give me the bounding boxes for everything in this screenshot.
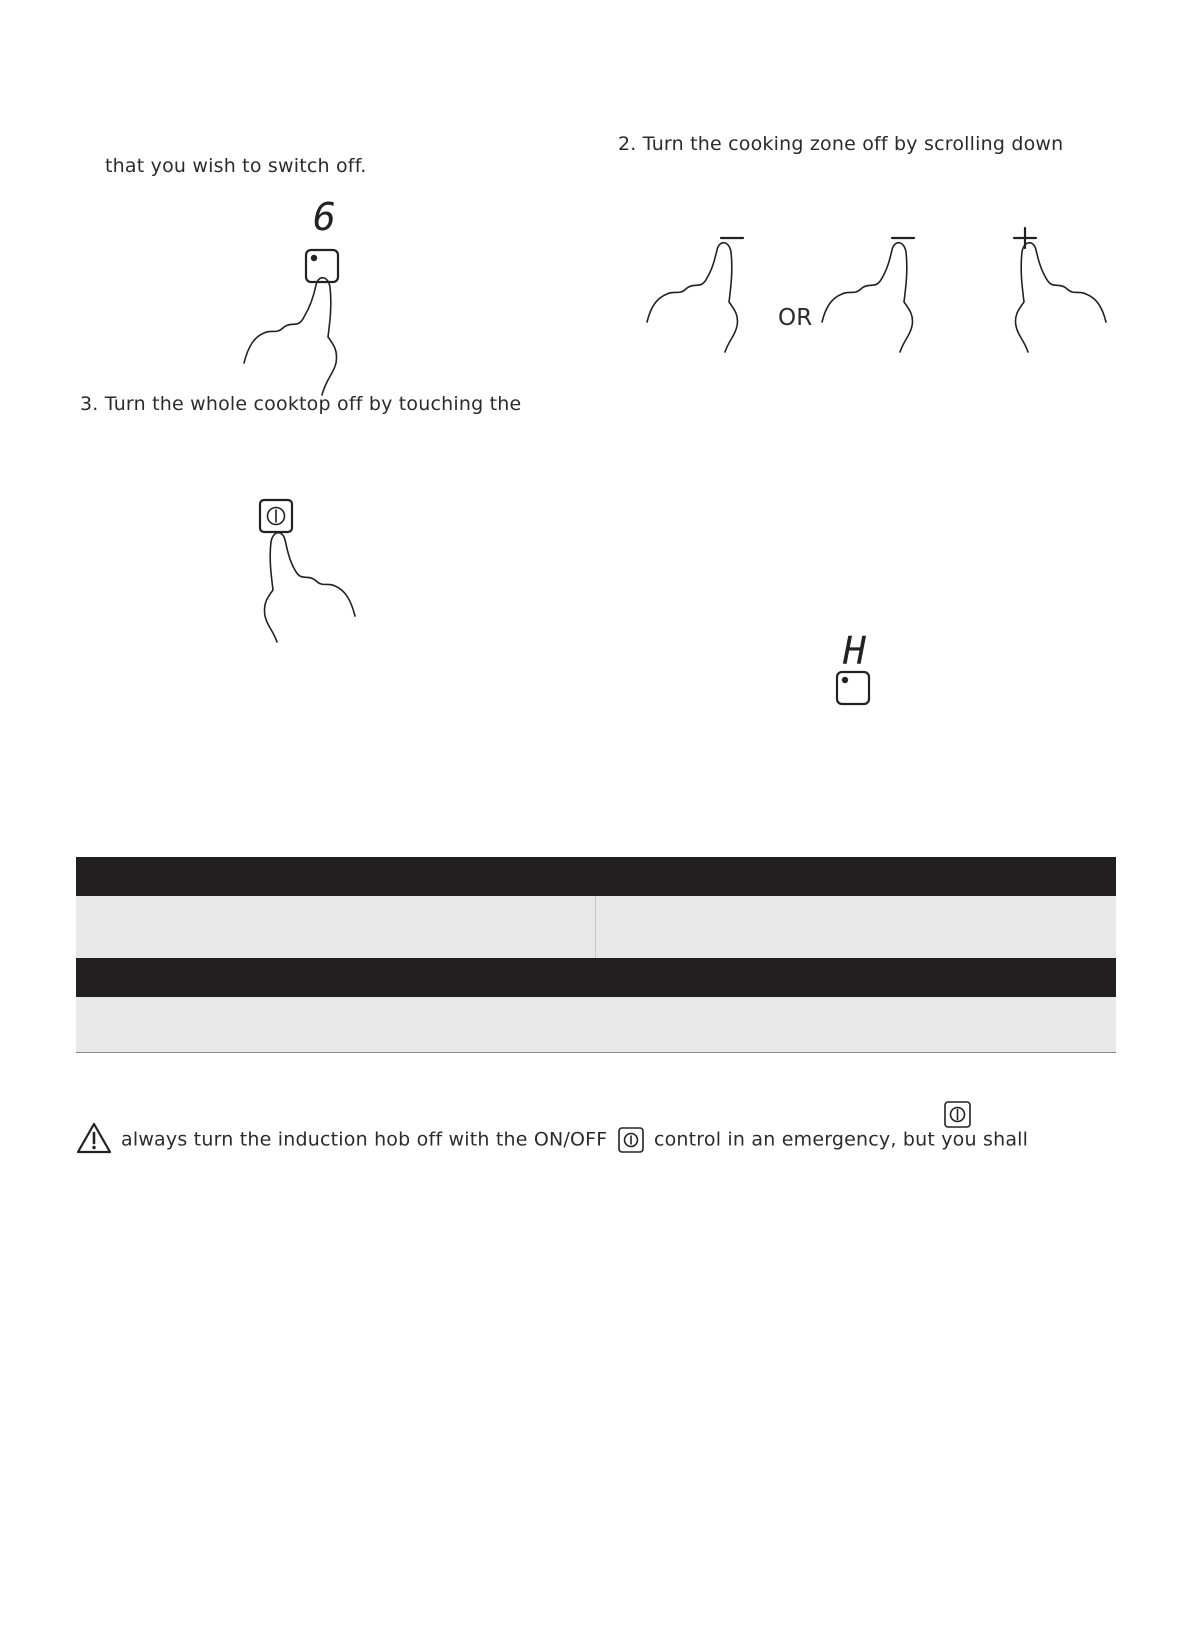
warning-text <box>121 1126 1028 1154</box>
zone-button-icon <box>835 670 875 710</box>
finger-icon <box>1015 243 1106 352</box>
power-button-icon <box>260 500 292 532</box>
table-bottom-rule <box>76 1052 1116 1053</box>
slider-minus-figure-1 <box>645 228 745 358</box>
table-header-bar-1 <box>76 857 1116 896</box>
finger-icon <box>822 243 913 352</box>
warning-text-start: always turn the induction hob off with the ON/OFF <box>121 1128 608 1151</box>
slider-minus-figure-2 <box>820 228 920 358</box>
finger-icon <box>647 243 738 352</box>
power-button-icon <box>617 1126 645 1154</box>
table-cell-left <box>76 896 595 958</box>
table-header-bar-2 <box>76 958 1116 997</box>
zone-level-display: 6 <box>313 195 336 239</box>
warning-triangle-icon <box>76 1122 112 1154</box>
or-label: OR <box>778 305 813 331</box>
finger-icon <box>264 533 355 642</box>
table-cell-full <box>76 997 1116 1052</box>
step2-text: 2. Turn the cooking zone off by scrolling down <box>618 133 1064 155</box>
finger-icon <box>244 278 337 395</box>
power-button-touch-figure <box>245 498 365 658</box>
hot-indicator-display: H <box>843 629 866 673</box>
zone-button-touch-figure <box>230 245 370 405</box>
warning-text-end: control in an emergency, but you shall <box>653 1128 1029 1151</box>
slider-plus-figure <box>1000 228 1110 358</box>
step1-text: that you wish to switch off. <box>105 155 367 177</box>
step3-text: 3. Turn the whole cooktop off by touching the <box>80 393 522 415</box>
table-cell-right <box>596 896 1116 958</box>
